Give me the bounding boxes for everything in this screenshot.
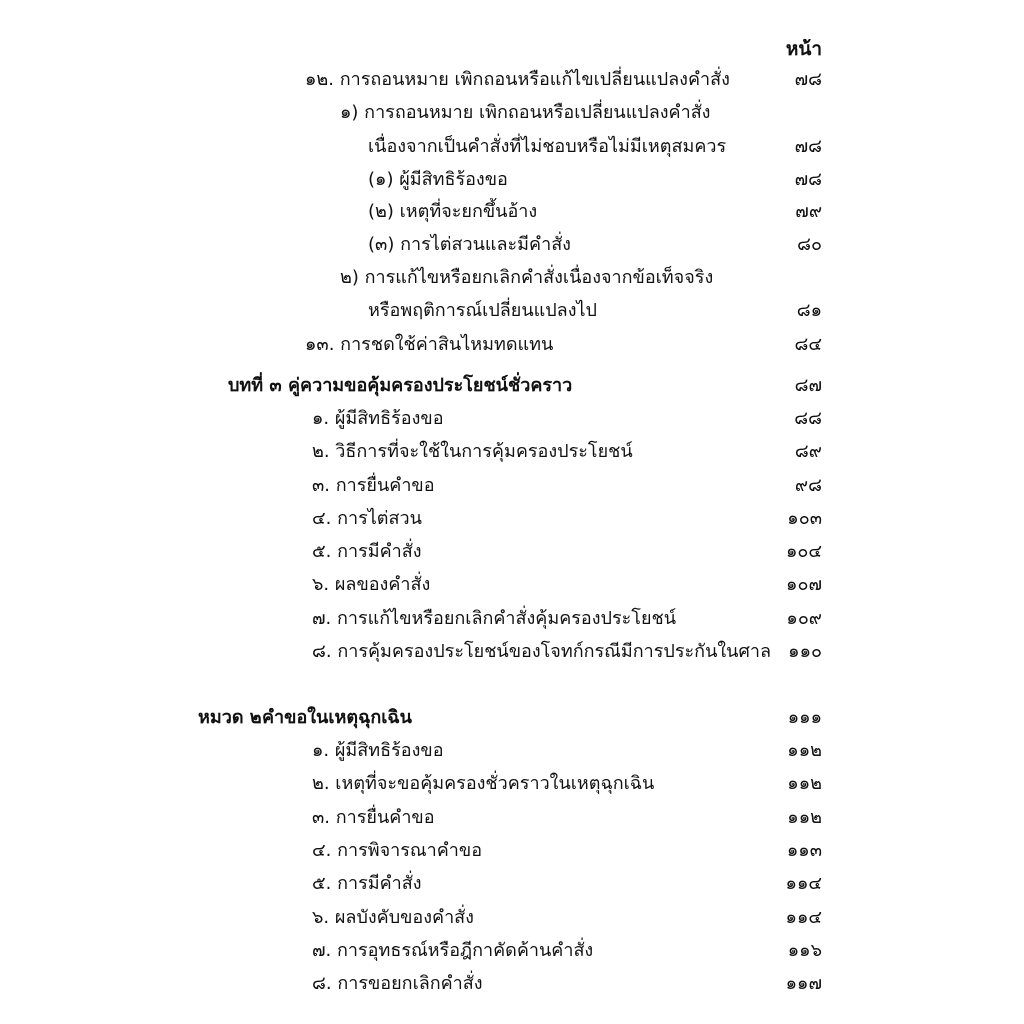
toc-entry [0, 404, 1024, 434]
toc-entry-title: ๑๓. การชดใช้ค่าสินไหมทดแทน [305, 334, 554, 355]
toc-entry [0, 296, 1024, 326]
toc-entry-title: ๑. ผู้มีสิทธิร้องขอ [312, 408, 444, 429]
toc-entry-title: ๑. ผู้มีสิทธิร้องขอ [312, 740, 444, 761]
toc-entry-title: ๖. ผลบังคับของคำสั่ง [312, 907, 474, 928]
toc-page-number: ๗๘ [794, 136, 822, 157]
toc-entry-title: ๔. การไต่สวน [312, 508, 422, 529]
page-column-header: หน้า [785, 38, 822, 60]
toc-page-number: ๑๐๔ [785, 541, 822, 562]
toc-entry [0, 537, 1024, 567]
toc-heading-prefix: บทที่ ๓ [228, 375, 282, 396]
toc-entry-title: ๔. การพิจารณาคำขอ [312, 840, 482, 861]
toc-entry [0, 803, 1024, 833]
toc-entry-title: (๒) เหตุที่จะยกขึ้นอ้าง [368, 201, 538, 222]
toc-page-number: ๘๐ [797, 234, 822, 255]
toc-page-number: ๑๑๒ [787, 807, 822, 828]
toc-page-number: ๘๗ [794, 375, 822, 396]
toc-entry [0, 197, 1024, 227]
toc-entry-title: ๓. การยื่นคำขอ [312, 475, 435, 496]
toc-entry-title: ๑) การถอนหมาย เพิกถอนหรือเปลี่ยนแปลงคำสั่ง [340, 102, 711, 123]
toc-entry-title: (๑) ผู้มีสิทธิร้องขอ [368, 169, 508, 190]
toc-page-number: ๑๑๓ [786, 840, 822, 861]
toc-page-number: ๑๐๓ [787, 508, 822, 529]
toc-page-number: ๘๙ [794, 441, 822, 462]
toc-entry-title: ๘. การขอยกเลิกคำสั่ง [312, 973, 483, 994]
toc-entry-title: เนื่องจากเป็นคำสั่งที่ไม่ชอบหรือไม่มีเหตุสมควร [368, 136, 727, 157]
toc-entry-title: ๒. วิธีการที่จะใช้ในการคุ้มครองประโยชน์ [312, 441, 633, 462]
toc-entry [0, 230, 1024, 260]
toc-entry-title: ๕. การมีคำสั่ง [312, 541, 422, 562]
toc-page-number: ๘๘ [794, 408, 822, 429]
toc-entry [0, 504, 1024, 534]
toc-entry [0, 471, 1024, 501]
toc-page-number: ๗๘ [794, 69, 822, 90]
toc-page-number: ๑๑๖ [787, 940, 822, 961]
toc-page-number: ๗๘ [794, 169, 822, 190]
toc-page-number: ๑๑๑ [787, 707, 822, 728]
toc-entry-title: ๖. ผลของคำสั่ง [312, 574, 431, 595]
toc-entry [0, 65, 1024, 95]
toc-page-number: ๑๑๐ [788, 641, 822, 662]
toc-page-number: ๙๘ [794, 475, 822, 496]
toc-entry [0, 132, 1024, 162]
toc-entry-title: คู่ความขอคุ้มครองประโยชน์ชั่วคราว [288, 375, 573, 396]
toc-entry [0, 869, 1024, 899]
toc-entry-title: ๓. การยื่นคำขอ [312, 807, 435, 828]
toc-entry [0, 98, 1024, 128]
toc-entry-title: ๒. เหตุที่จะขอคุ้มครองชั่วคราวในเหตุฉุกเฉิน [312, 773, 655, 794]
toc-entry [0, 936, 1024, 966]
toc-entry [0, 165, 1024, 195]
toc-entry-title: ๗. การอุทธรณ์หรือฎีกาคัดค้านคำสั่ง [312, 940, 594, 961]
toc-entry-title: ๕. การมีคำสั่ง [312, 873, 422, 894]
toc-page-number: ๑๑๗ [785, 973, 822, 994]
toc-page-number: ๑๑๒ [787, 740, 822, 761]
toc-page-number: ๑๐๗ [786, 574, 822, 595]
toc-entry [0, 769, 1024, 799]
toc-page-number: ๑๑๔ [785, 907, 822, 928]
toc-entry-title: ๒) การแก้ไขหรือยกเลิกคำสั่งเนื่องจากข้อเท็จจริง [340, 267, 714, 288]
toc-entry-title: หรือพฤติการณ์เปลี่ยนแปลงไป [368, 300, 597, 321]
toc-page-number: ๑๐๙ [786, 608, 822, 629]
toc-entry [0, 371, 1024, 401]
toc-entry-title: คำขอในเหตุฉุกเฉิน [262, 707, 412, 728]
toc-entry [0, 969, 1024, 999]
toc-entry [0, 903, 1024, 933]
toc-entry [0, 330, 1024, 360]
toc-entry [0, 836, 1024, 866]
toc-entry-title: ๑๒. การถอนหมาย เพิกถอนหรือแก้ไขเปลี่ยนแปลงคำสั่ง [305, 69, 730, 90]
toc-page-number: ๑๑๔ [785, 873, 822, 894]
toc-entry [0, 263, 1024, 293]
toc-entry [0, 637, 1024, 667]
toc-entry [0, 437, 1024, 467]
toc-entry-title: (๓) การไต่สวนและมีคำสั่ง [368, 234, 571, 255]
toc-page-number: ๗๙ [795, 201, 822, 222]
toc-entry [0, 703, 1024, 733]
toc-entry [0, 604, 1024, 634]
toc-entry [0, 570, 1024, 600]
toc-heading-prefix: หมวด ๒ [198, 707, 262, 728]
toc-entry-title: ๗. การแก้ไขหรือยกเลิกคำสั่งคุ้มครองประโยชน์ [312, 608, 677, 629]
toc-page-number: ๘๔ [794, 334, 822, 355]
toc-entry-title: ๘. การคุ้มครองประโยชน์ของโจทก์กรณีมีการประกันในศาล [312, 641, 772, 662]
toc-page-number: ๘๑ [796, 300, 822, 321]
toc-page-number: ๑๑๒ [787, 773, 822, 794]
toc-entry [0, 736, 1024, 766]
